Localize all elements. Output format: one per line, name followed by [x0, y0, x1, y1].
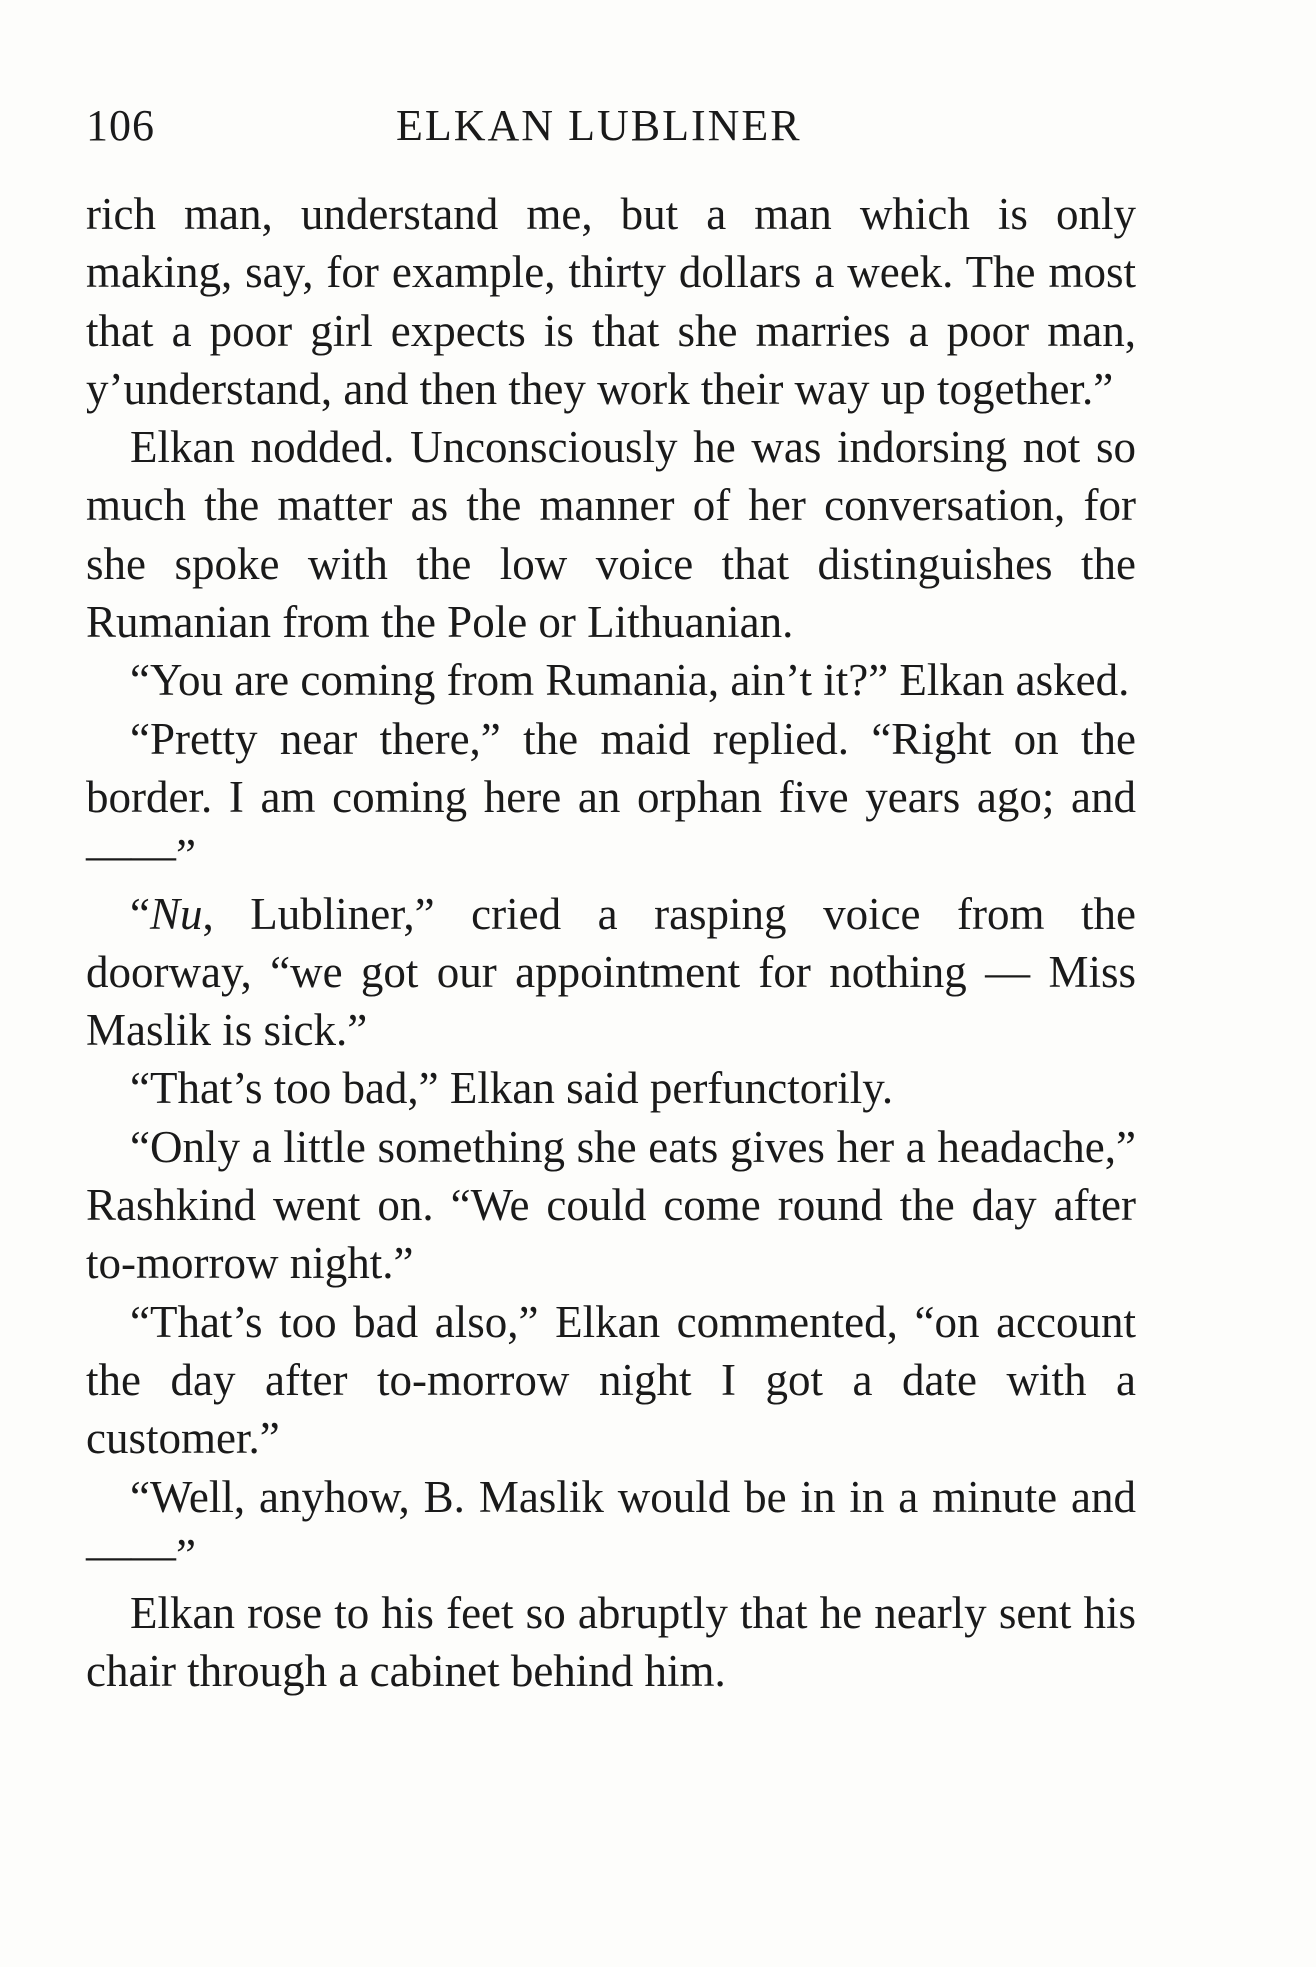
page-header — [86, 100, 1136, 170]
paragraph: rich man, understand me, but a man which is only making, say, for example, thirty dollars a week. The most that a poor girl expects is that she marries a poor man, y’understand, and then they work their way up together.” — [86, 189, 1136, 414]
paragraph: Elkan rose to his feet so abruptly that he nearly sent his chair through a cabinet behind him. — [86, 1588, 1136, 1697]
paragraph: “Only a little something she eats gives her a headache,” Rashkind went on. “We could come round the day after to-morrow night.” — [86, 1121, 1136, 1289]
body-text — [86, 185, 1136, 1701]
paragraph: “Well, anyhow, B. Maslik would be in in a minute and ——” — [86, 1471, 1136, 1580]
paragraph: “Pretty near there,” the maid replied. “Right on the border. I am coming here an orphan five years ago; and ——” — [86, 713, 1136, 881]
page-number: 106 — [86, 101, 155, 150]
paragraph: “That’s too bad also,” Elkan commented, “on account the day after to-morrow night I got a date with a customer.” — [86, 1296, 1136, 1464]
running-title: ELKAN LUBLINER — [396, 101, 802, 150]
paragraph: “You are coming from Rumania, ain’t it?” Elkan asked. — [130, 655, 1130, 706]
paragraph: “Nu, Lubliner,” cried a rasping voice from the doorway, “we got our appointment for nothing — Miss Maslik is sick.” — [86, 888, 1136, 1056]
paragraph: Elkan nodded. Unconsciously he was indorsing not so much the matter as the manner of her conversation, for she spoke with the low voice that distinguishes the Rumanian from the Pole or Lithuanian. — [86, 422, 1136, 648]
paragraph: “That’s too bad,” Elkan said perfunctorily. — [130, 1063, 894, 1114]
